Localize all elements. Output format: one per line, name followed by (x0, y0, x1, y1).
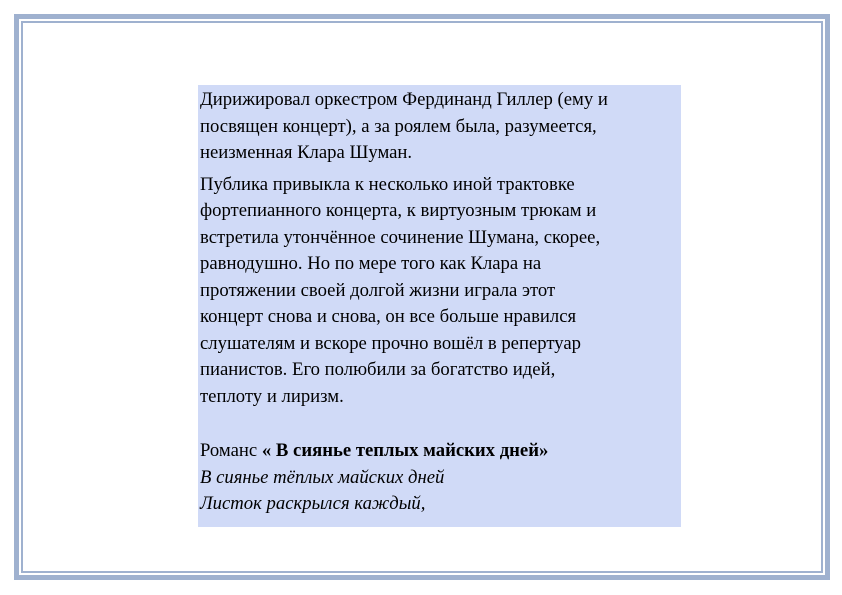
text-line: Публика привыкла к несколько иной трактовке (200, 173, 575, 195)
romance-prefix: Романс (200, 440, 262, 461)
text-line: посвящен концерт), а за роялем была, разумеется, (200, 115, 597, 137)
paragraph-concert (200, 87, 681, 167)
text-line: Дирижировал оркестром Фердинанд Гиллер (ему и (200, 89, 608, 110)
romance-title: « В сиянье теплых майских дней» (261, 440, 549, 461)
verse-line: Листок раскрылся каждый, (200, 493, 426, 514)
text-line: фортепианного концерта, к виртуозным трюкам и (200, 200, 597, 221)
verse-line: В сиянье тёплых майских дней (200, 466, 445, 488)
text-line: встретила утончённое сочинение Шумана, скорее, (200, 226, 601, 248)
text-line: теплоту и лиризм. (200, 385, 344, 407)
paragraph-audience (200, 172, 681, 411)
romance-section (200, 438, 681, 518)
text-line: протяжении своей долгой жизни играла этот (200, 279, 556, 301)
text-line: равнодушно. Но по мере того как Клара на (200, 253, 542, 274)
romance-heading (200, 438, 681, 465)
text-line: неизменная Клара Шуман. (200, 142, 413, 163)
text-line: концерт снова и снова, он все больше нравился (200, 306, 577, 327)
text-line: пианистов. Его полюбили за богатство идей, (200, 359, 556, 380)
text-line: слушателям и вскоре прочно вошёл в репертуар (200, 332, 582, 354)
text-box[interactable] (198, 85, 681, 527)
